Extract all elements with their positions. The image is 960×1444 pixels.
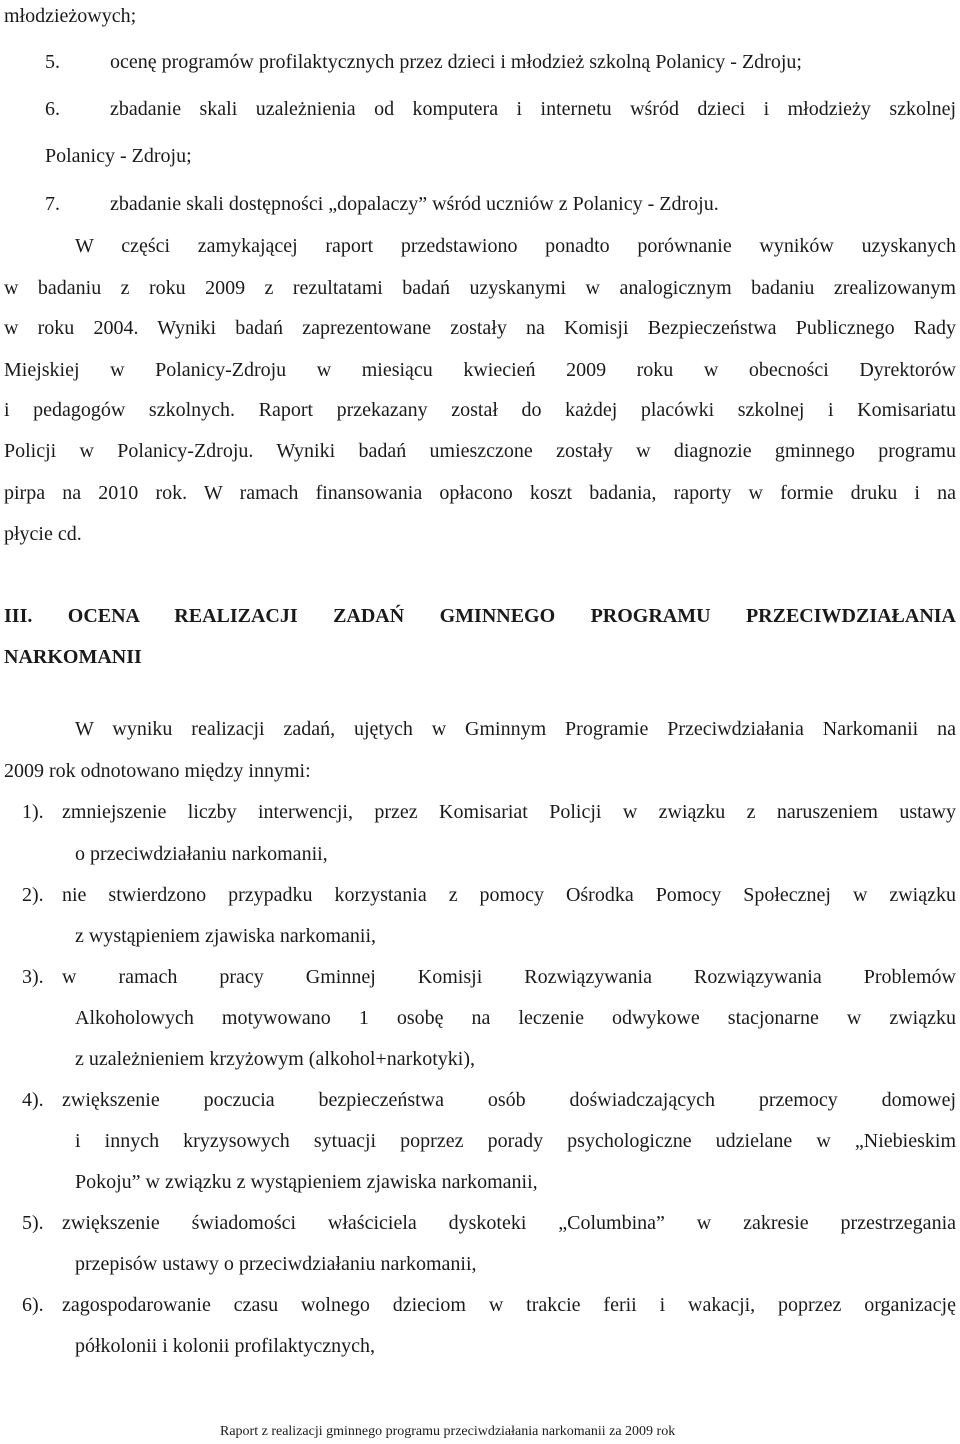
finding-text: o przeciwdziałaniu narkomanii,	[75, 843, 328, 865]
paragraph-line: w badaniu z roku 2009 z rezultatami badań uzyskanymi w analogicznym badaniu zrealizowanym	[4, 277, 956, 299]
finding-text: zwiększenie świadomości właściciela dyskoteki „Columbina” w zakresie przestrzegania	[62, 1212, 956, 1234]
finding-text: i innych kryzysowych sytuacji poprzez porady psychologiczne udzielane w „Niebieskim	[75, 1130, 956, 1152]
list-item-text: zbadanie skali dostępności „dopalaczy” wśród uczniów z Polanicy - Zdroju.	[110, 193, 719, 215]
list-item-number: 5.	[45, 51, 60, 73]
paragraph-line: Miejskiej w Polanicy-Zdroju w miesiącu kwiecień 2009 roku w obecności Dyrektorów	[4, 359, 956, 381]
paragraph-line: w roku 2004. Wyniki badań zaprezentowane zostały na Komisji Bezpieczeństwa Publicznego Rady	[4, 317, 956, 339]
list-item-number: 6.	[45, 98, 60, 120]
list-continuation: młodzieżowych;	[4, 5, 137, 27]
section-intro: W wyniku realizacji zadań, ujętych w Gminnym Programie Przeciwdziałania Narkomanii na	[75, 718, 956, 740]
finding-text: półkolonii i kolonii profilaktycznych,	[75, 1335, 375, 1357]
finding-text: Alkoholowych motywowano 1 osobę na leczenie odwykowe stacjonarne w związku	[75, 1007, 956, 1029]
section-intro: 2009 rok odnotowano między innymi:	[4, 760, 311, 782]
section-heading: III. OCENA REALIZACJI ZADAŃ GMINNEGO PROGRAMU PRZECIWDZIAŁANIA	[4, 605, 956, 627]
paragraph-line: i pedagogów szkolnych. Raport przekazany został do każdej placówki szkolnej i Komisariatu	[4, 399, 956, 421]
section-heading-continuation: NARKOMANII	[4, 646, 142, 668]
finding-number: 2).	[22, 884, 44, 906]
paragraph-line: W części zamykającej raport przedstawiono ponadto porównanie wyników uzyskanych	[75, 235, 956, 257]
finding-number: 5).	[22, 1212, 44, 1234]
list-item-text: zbadanie skali uzależnienia od komputera i internetu wśród dzieci i młodzieży szkolnej	[110, 98, 956, 120]
finding-text: nie stwierdzono przypadku korzystania z pomocy Ośrodka Pomocy Społecznej w związku	[62, 884, 956, 906]
finding-number: 3).	[22, 966, 44, 988]
finding-number: 4).	[22, 1089, 44, 1111]
finding-number: 1).	[22, 801, 44, 823]
paragraph-line: Policji w Polanicy-Zdroju. Wyniki badań umieszczone zostały w diagnozie gminnego programu	[4, 440, 956, 462]
finding-text: zwiększenie poczucia bezpieczeństwa osób doświadczających przemocy domowej	[62, 1089, 956, 1111]
list-item-text: Polanicy - Zdroju;	[45, 145, 192, 167]
finding-text: przepisów ustawy o przeciwdziałaniu narkomanii,	[75, 1253, 477, 1275]
finding-text: Pokoju” w związku z wystąpieniem zjawiska narkomanii,	[75, 1171, 538, 1193]
finding-number: 6).	[22, 1294, 44, 1316]
page-footer: Raport z realizacji gminnego programu przeciwdziałania narkomanii za 2009 rok	[220, 1424, 676, 1439]
finding-text: z wystąpieniem zjawiska narkomanii,	[75, 925, 377, 947]
finding-text: zagospodarowanie czasu wolnego dzieciom w trakcie ferii i wakacji, poprzez organizację	[62, 1294, 956, 1316]
list-item-text: ocenę programów profilaktycznych przez dzieci i młodzież szkolną Polanicy - Zdroju;	[110, 51, 802, 73]
finding-text: z uzależnieniem krzyżowym (alkohol+narkotyki),	[75, 1048, 476, 1070]
paragraph-line: płycie cd.	[4, 523, 82, 545]
finding-text: zmniejszenie liczby interwencji, przez Komisariat Policji w związku z naruszeniem ustawy	[62, 801, 956, 823]
list-item-number: 7.	[45, 193, 60, 215]
finding-text: w ramach pracy Gminnej Komisji Rozwiązywania Rozwiązywania Problemów	[62, 966, 956, 988]
paragraph-line: pirpa na 2010 rok. W ramach finansowania opłacono koszt badania, raporty w formie druku i na	[4, 482, 956, 504]
